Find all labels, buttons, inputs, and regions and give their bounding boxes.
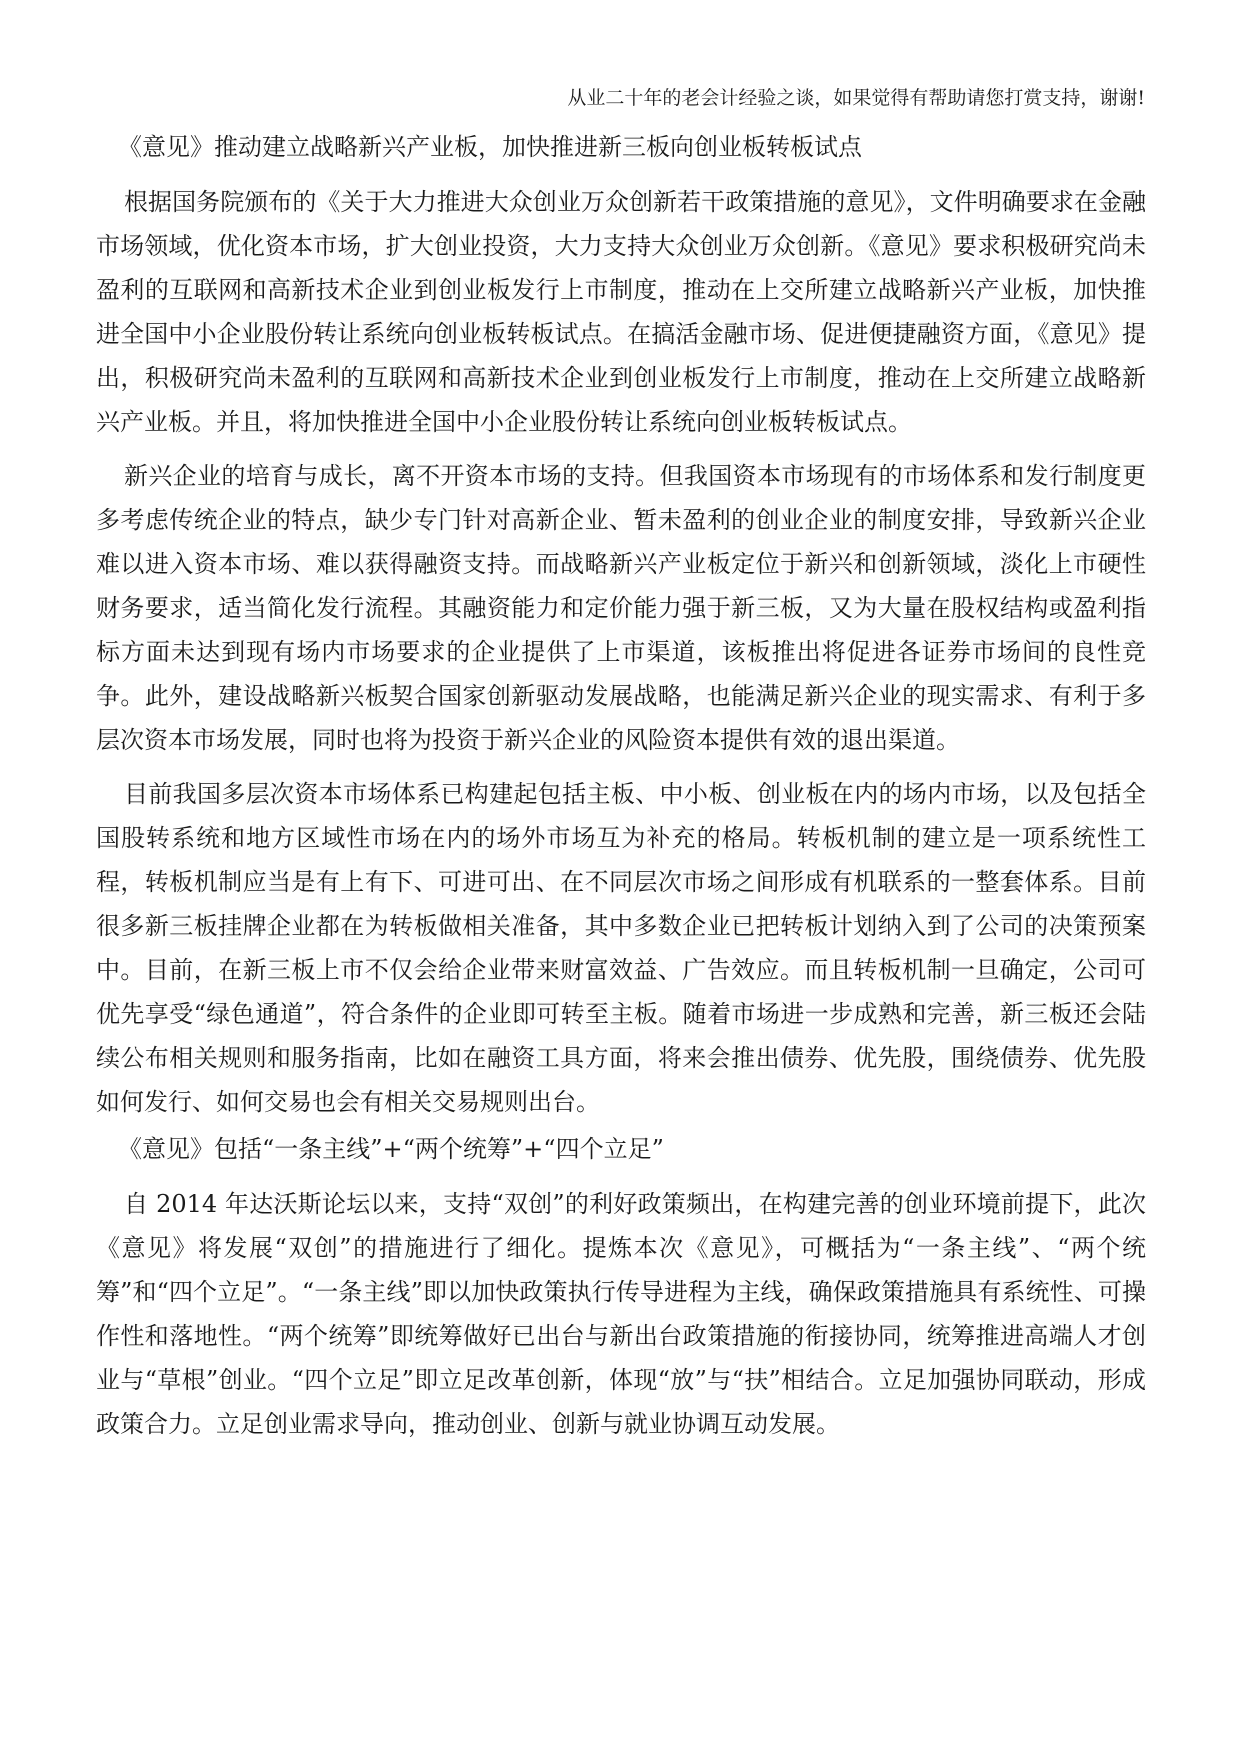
section-heading-1: 《意见》推动建立战略新兴产业板，加快推进新三板向创业板转板试点 [118,133,862,161]
document-body [96,132,1146,1456]
paragraph-2: 新兴企业的培育与成长，离不开资本市场的支持。但我国资本市场现有的市场体系和发行制度更多考虑传统企业的特点，缺少专门针对高新企业、暂未盈利的创业企业的制度安排，导致新兴企业难以进入资本市场、难以获得融资支持。而战略新兴产业板定位于新兴和创新领域，淡化上市硬性财务要求，适当简化发行流程。其融资能力和定价能力强于新三板，又为大量在股权结构或盈利指标方面未达到现有场内市场要求的企业提供了上市渠道，该板推出将促进各证券市场间的良性竞争。此外，建设战略新兴板契合国家创新驱动发展战略，也能满足新兴企业的现实需求、有利于多层次资本市场发展，同时也将为投资于新兴企业的风险资本提供有效的退出渠道。 [96,462,1146,754]
section-heading-2: 《意见》包括“一条主线”+“两个统筹”+“四个立足” [118,1135,664,1163]
paragraph-1: 根据国务院颁布的《关于大力推进大众创业万众创新若干政策措施的意见》，文件明确要求在金融市场领域，优化资本市场，扩大创业投资，大力支持大众创业万众创新。《意见》要求积极研究尚未盈利的互联网和高新技术企业到创业板发行上市制度，推动在上交所建立战略新兴产业板，加快推进全国中小企业股份转让系统向创业板转板试点。在搞活金融市场、促进便捷融资方面，《意见》提出，积极研究尚未盈利的互联网和高新技术企业到创业板发行上市制度，推动在上交所建立战略新兴产业板。并且，将加快推进全国中小企业股份转让系统向创业板转板试点。 [96,188,1146,436]
paragraph-4: 自 2014 年达沃斯论坛以来，支持“双创”的利好政策频出，在构建完善的创业环境前提下，此次《意见》将发展“双创”的措施进行了细化。提炼本次《意见》，可概括为“一条主线”、“两个统筹”和“四个立足”。“一条主线”即以加快政策执行传导进程为主线，确保政策措施具有系统性、可操作性和落地性。“两个统筹”即统筹做好已出台与新出台政策措施的衔接协同，统筹推进高端人才创业与“草根”创业。“四个立足”即立足改革创新，体现“放”与“扶”相结合。立足加强协同联动，形成政策合力。立足创业需求导向，推动创业、创新与就业协调互动发展。 [96,1190,1146,1438]
header-note: 从业二十年的老会计经验之谈，如果觉得有帮助请您打赏支持，谢谢! [567,87,1145,109]
paragraph-3: 目前我国多层次资本市场体系已构建起包括主板、中小板、创业板在内的场内市场，以及包括全国股转系统和地方区域性市场在内的场外市场互为补充的格局。转板机制的建立是一项系统性工程，转板机制应当是有上有下、可进可出、在不同层次市场之间形成有机联系的一整套体系。目前很多新三板挂牌企业都在为转板做相关准备，其中多数企业已把转板计划纳入到了公司的决策预案中。目前，在新三板上市不仅会给企业带来财富效益、广告效应。而且转板机制一旦确定，公司可优先享受“绿色通道”，符合条件的企业即可转至主板。随着市场进一步成熟和完善，新三板还会陆续公布相关规则和服务指南，比如在融资工具方面，将来会推出债券、优先股，围绕债券、优先股如何发行、如何交易也会有相关交易规则出台。 [96,780,1146,1116]
